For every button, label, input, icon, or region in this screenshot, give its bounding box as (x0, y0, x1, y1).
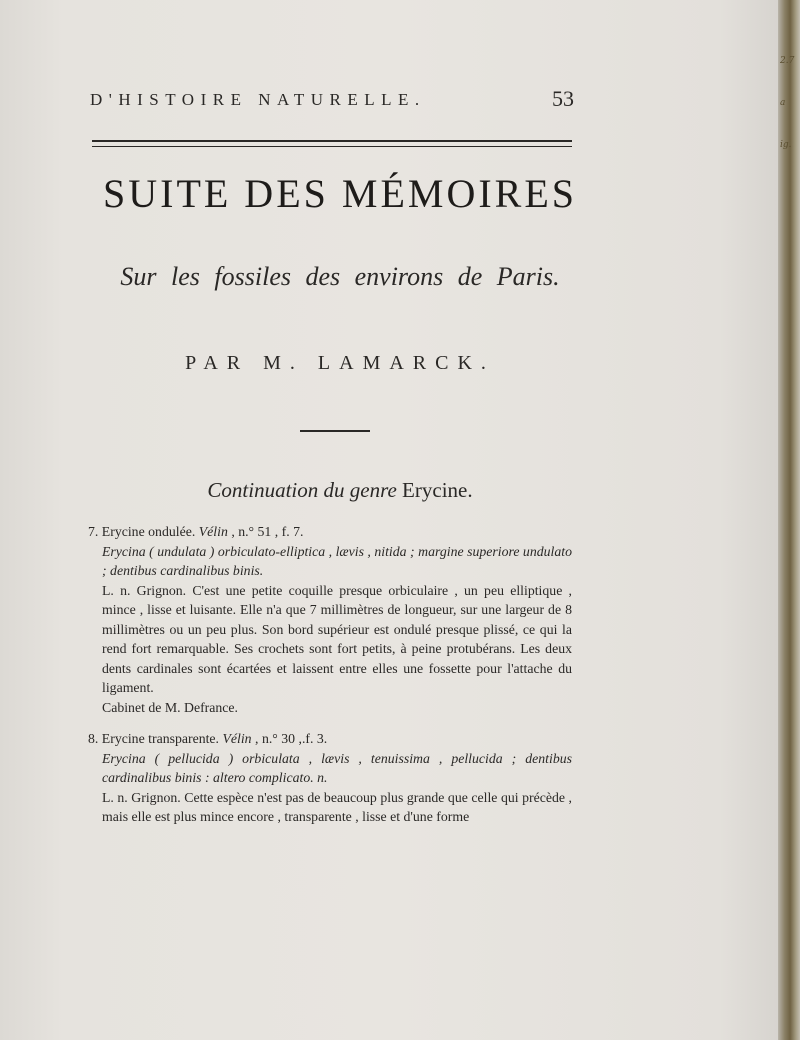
entry-heading-ref-detail: , n.° 51 , f. 7. (231, 524, 304, 539)
entry-heading-ref: Vélin (198, 524, 228, 539)
book-spine-edge (778, 0, 800, 1040)
latin-diagnosis: Erycina ( undulata ) orbiculato-elliptica , lævis , nitida ; margine superiore undulato ; dentibus cardinalibus binis. (102, 543, 572, 578)
author-line: PAR M. LAMARCK. (185, 352, 495, 374)
entry-heading (88, 522, 572, 542)
spine-marginalia (780, 40, 794, 166)
page-number: 53 (552, 86, 574, 111)
running-title: D'HISTOIRE NATURELLE. (90, 90, 426, 109)
entry-heading-name: 7. Erycine ondulée. (88, 524, 196, 539)
entry-heading (88, 729, 572, 749)
entry-description: L. n. Grignon. C'est une petite coquille presque orbiculaire , un peu elliptique , mince , lisse et luisante. Elle n'a que 7 millimètres de longueur, sur une largeur de 8 millimètres ou un peu plus. Son bord supérieur est ondulé presque plissé, ce qui la rend fort remarquable. Ses crochets sont fort petits, à peine protubérans. Les deux dents cardinales sont écartées et laissent entre elles une fossette pour l'attache du ligament. (102, 582, 572, 695)
spine-note: 2.7 (780, 56, 795, 66)
section-genus: Erycine. (402, 478, 473, 502)
section-title (60, 478, 620, 503)
body-text (88, 522, 572, 839)
spine-note: ig. (780, 140, 792, 150)
entry-description: L. n. Grignon. Cette espèce n'est pas de beaucoup plus grande que celle qui précède , mais elle est plus mince encore , transparente , lisse et d'une forme (102, 789, 572, 824)
species-entry (88, 729, 572, 827)
subtitle: Sur les fossiles des environs de Paris. (120, 262, 560, 291)
main-title: SUITE DES MÉMOIRES (102, 171, 578, 216)
latin-diagnosis: Erycina ( pellucida ) orbiculata , lævis , tenuissima , pellucida ; dentibus cardinalibus binis : altero complicato. n. (102, 750, 572, 785)
double-rule-divider (92, 140, 572, 147)
short-rule-divider (300, 430, 370, 432)
species-entry (88, 522, 572, 717)
section-prefix: Continuation du genre (207, 478, 397, 502)
spine-note: a (780, 98, 786, 108)
entry-heading-name: 8. Erycine transparente. (88, 731, 220, 746)
entry-heading-ref-detail: , n.° 30 ,.f. 3. (255, 731, 328, 746)
entry-cabinet: Cabinet de M. Defrance. (102, 699, 238, 715)
entry-heading-ref: Vélin (222, 731, 252, 746)
running-header (80, 86, 574, 118)
